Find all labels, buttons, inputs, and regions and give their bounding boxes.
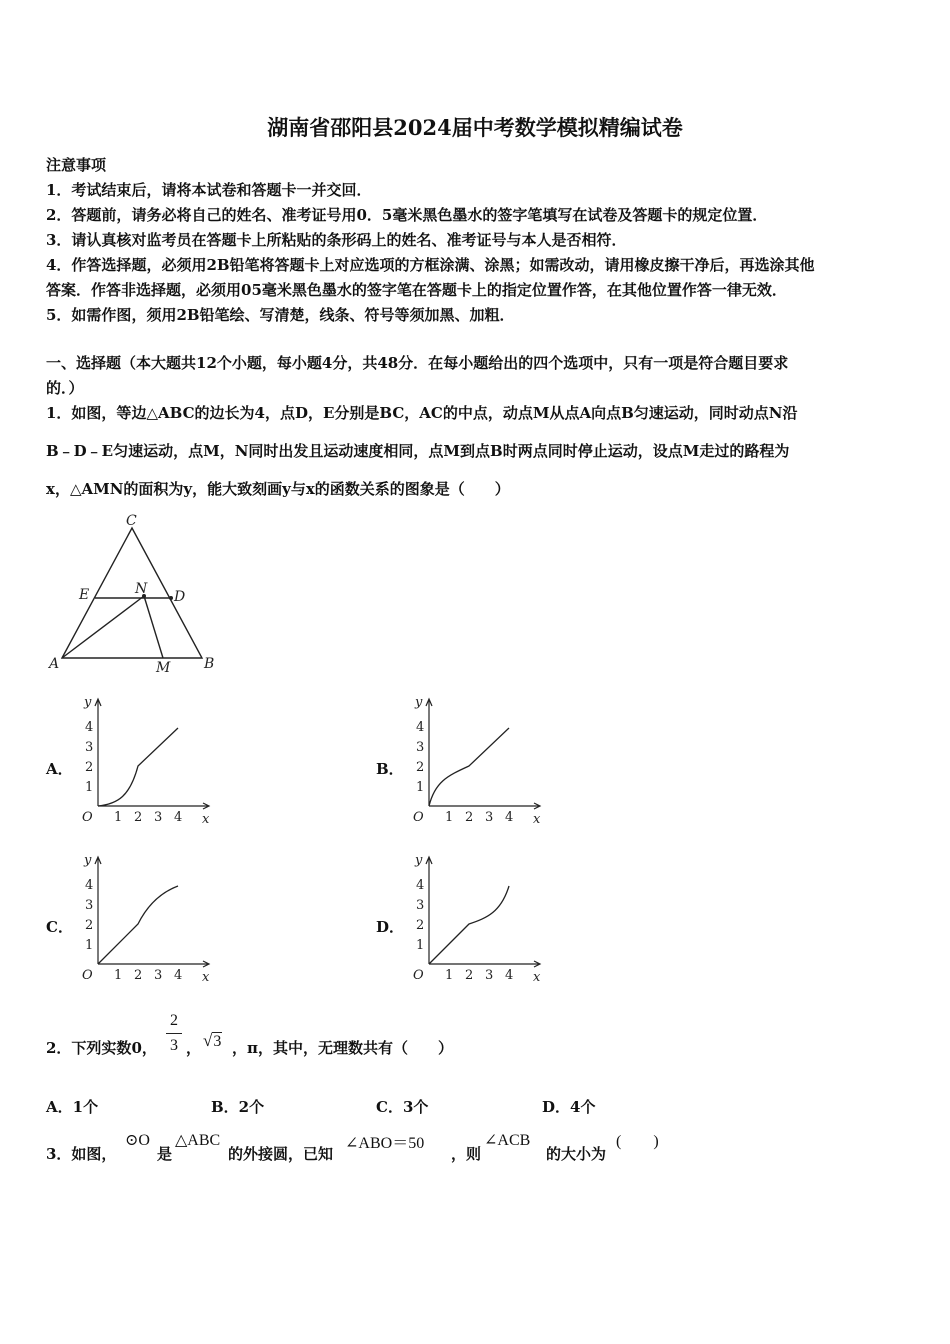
option-d-label[interactable]: D． <box>376 918 405 936</box>
curve-b <box>429 728 509 806</box>
x-tick: 1 <box>114 810 123 825</box>
q1-text: x，△AMN的面积为y，能大致刻画y与x的函数关系的图象是（ ） <box>46 480 510 498</box>
y-tick: 3 <box>416 740 425 755</box>
point-d <box>169 596 173 600</box>
q1-text: 1．如图，等边△ABC的边长为4，点D，E分别是BC，AC的中点，动点M从点A向点B匀速运动，同时动点N沿 <box>46 404 798 422</box>
x-tick: 1 <box>445 968 454 983</box>
x-tick: 3 <box>485 968 494 983</box>
y-tick: 3 <box>416 898 425 913</box>
y-tick: 2 <box>416 918 425 933</box>
x-axis-label: x <box>202 812 210 827</box>
y-tick: 4 <box>416 720 425 735</box>
triangle-figure <box>40 510 230 680</box>
notice-item: 2．答题前，请务必将自己的姓名、准考证号用0．5毫米黑色墨水的签字笔填写在试卷及答题卡的规定位置． <box>46 206 768 224</box>
q3-text: 是 <box>157 1145 173 1163</box>
y-tick: 1 <box>85 938 94 953</box>
graph-option-c[interactable] <box>72 848 217 988</box>
y-axis-label: y <box>84 695 92 710</box>
label-n: N <box>135 581 148 597</box>
x-tick: 2 <box>465 968 474 983</box>
graph-option-b[interactable] <box>403 690 548 830</box>
curve-d <box>429 886 509 964</box>
x-tick: 4 <box>174 810 183 825</box>
label-b: B <box>204 656 215 672</box>
fraction-numerator: 2 <box>170 1012 178 1029</box>
q2-fraction <box>166 1011 182 1056</box>
q3-circle-o: ⊙O <box>125 1132 150 1149</box>
origin-label: O <box>413 810 424 825</box>
notice-heading: 注意事项 <box>46 156 107 174</box>
x-tick: 3 <box>154 810 163 825</box>
q2-prefix: 2．下列实数0， <box>46 1039 157 1057</box>
y-tick: 1 <box>416 780 425 795</box>
q3-text: 的大小为 <box>546 1145 607 1163</box>
segment-an <box>62 596 144 658</box>
page-title: 湖南省邵阳县2024届中考数学模拟精编试卷 <box>267 115 683 140</box>
y-tick: 4 <box>85 878 94 893</box>
y-tick: 2 <box>416 760 425 775</box>
x-tick: 2 <box>465 810 474 825</box>
x-axis-label: x <box>533 970 541 985</box>
y-tick: 2 <box>85 760 94 775</box>
x-axis-label: x <box>202 970 210 985</box>
sqrt-arg: 3 <box>213 1033 222 1050</box>
q2-option-c[interactable]: C．3个 <box>376 1098 429 1116</box>
option-b-label[interactable]: B． <box>376 760 404 778</box>
notice-item: 4．作答选择题，必须用2B铅笔将答题卡上对应选项的方框涂满、涂黑；如需改动，请用橡皮擦干净后，再选涂其他 <box>46 256 815 274</box>
y-tick: 3 <box>85 740 94 755</box>
notice-item: 5．如需作图，须用2B铅笔绘、写清楚，线条、符号等须加黑、加粗． <box>46 306 515 324</box>
sqrt-icon: √ <box>203 1031 213 1050</box>
q3-text: 的外接圆，已知 <box>228 1145 334 1163</box>
x-tick: 2 <box>134 968 143 983</box>
q2-suffix: ，π，其中，无理数共有（ ） <box>232 1039 453 1057</box>
q2-separator: ， <box>186 1039 202 1057</box>
x-tick: 4 <box>174 968 183 983</box>
q3-text: ，则 <box>451 1145 482 1163</box>
option-c-label[interactable]: C． <box>46 918 73 936</box>
q3-triangle-abc: △ABC <box>175 1132 221 1149</box>
label-e: E <box>79 587 90 603</box>
q3-answer-paren: ( ) <box>616 1133 659 1150</box>
option-a-label[interactable]: A． <box>46 760 73 778</box>
q2-option-a[interactable]: A．1个 <box>46 1098 99 1116</box>
q3-angle-abo: ∠ABO＝50 <box>345 1135 425 1152</box>
origin-label: O <box>82 968 93 983</box>
x-tick: 4 <box>505 810 514 825</box>
fraction-bar <box>166 1033 182 1034</box>
y-tick: 4 <box>85 720 94 735</box>
origin-label: O <box>82 810 93 825</box>
y-tick: 3 <box>85 898 94 913</box>
notice-item: 1．考试结束后，请将本试卷和答题卡一并交回． <box>46 181 372 199</box>
q2-sqrt <box>203 1031 222 1051</box>
segment-nm <box>144 596 163 658</box>
origin-label: O <box>413 968 424 983</box>
y-tick: 1 <box>416 938 425 953</box>
graph-option-a[interactable] <box>72 690 217 830</box>
x-tick: 1 <box>445 810 454 825</box>
q3-prefix: 3．如图， <box>46 1145 117 1163</box>
notice-item: 3．请认真核对监考员在答题卡上所粘贴的条形码上的姓名、准考证号与本人是否相符． <box>46 231 627 249</box>
graph-option-d[interactable] <box>403 848 548 988</box>
y-tick: 1 <box>85 780 94 795</box>
q2-option-b[interactable]: B．2个 <box>211 1098 265 1116</box>
x-tick: 3 <box>485 810 494 825</box>
notice-item: 答案．作答非选择题，必须用05毫米黑色墨水的签字笔在答题卡上的指定位置作答，在其他位置作答一律无效． <box>46 281 787 299</box>
label-c: C <box>126 513 137 529</box>
label-a: A <box>49 656 60 672</box>
x-tick: 1 <box>114 968 123 983</box>
label-d: D <box>174 589 186 605</box>
label-m: M <box>156 660 171 676</box>
x-tick: 3 <box>154 968 163 983</box>
q1-text: B﹣D﹣E匀速运动，点M，N同时出发且运动速度相同，点M到点B时两点同时停止运动，设点M走过的路程为 <box>46 442 790 460</box>
curve-c <box>98 886 178 964</box>
x-tick: 2 <box>134 810 143 825</box>
q3-angle-acb: ∠ACB <box>484 1132 531 1149</box>
y-axis-label: y <box>415 853 423 868</box>
y-axis-label: y <box>84 853 92 868</box>
curve-a <box>98 728 178 806</box>
x-tick: 4 <box>505 968 514 983</box>
section-heading-cont: 的．） <box>46 379 84 397</box>
x-axis-label: x <box>533 812 541 827</box>
y-tick: 4 <box>416 878 425 893</box>
y-tick: 2 <box>85 918 94 933</box>
fraction-denominator: 3 <box>170 1037 178 1054</box>
section-heading: 一、选择题（本大题共12个小题，每小题4分，共48分．在每小题给出的四个选项中，只有一项是符合题目要求 <box>46 354 789 372</box>
q2-option-d[interactable]: D．4个 <box>542 1098 596 1116</box>
y-axis-label: y <box>415 695 423 710</box>
